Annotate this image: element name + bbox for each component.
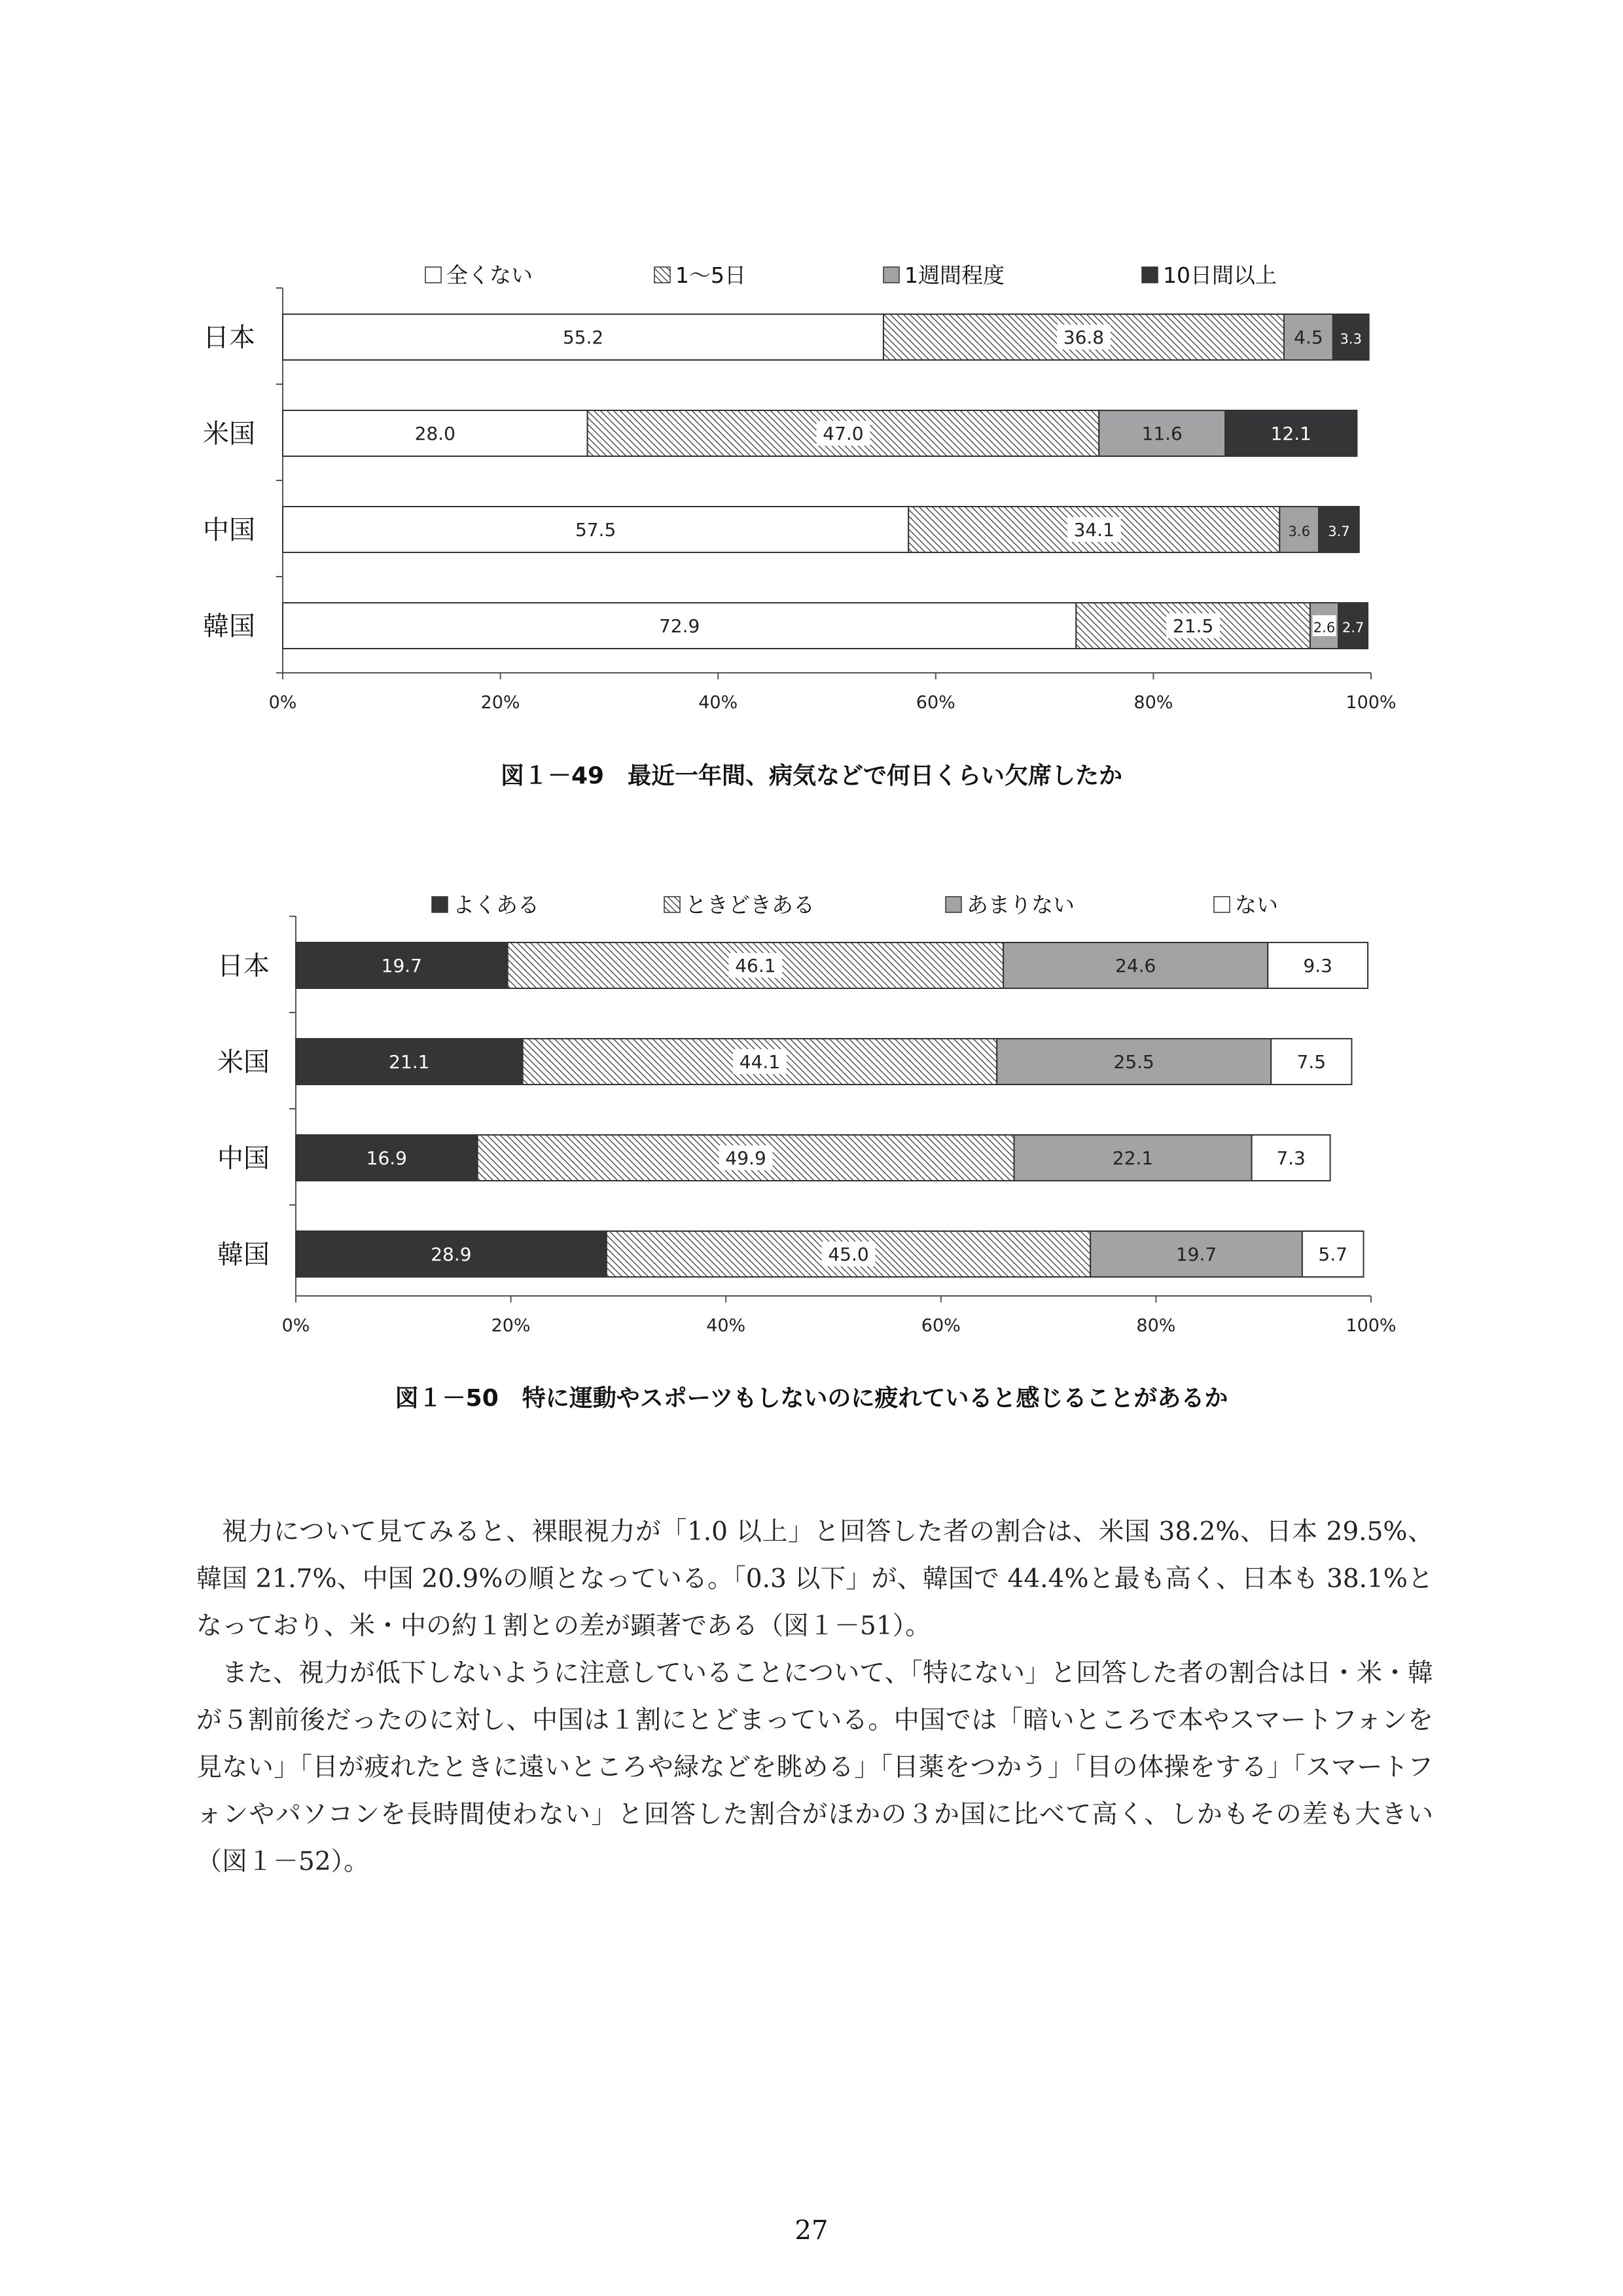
- data-label: 28.9: [431, 1244, 472, 1265]
- x-tick-label: 60%: [916, 692, 955, 713]
- data-label: 19.7: [381, 955, 423, 977]
- data-label: 47.0: [823, 423, 864, 444]
- data-label: 4.5: [1294, 327, 1323, 348]
- legend-swatch: [425, 267, 441, 283]
- data-label: 7.5: [1296, 1051, 1327, 1073]
- x-tick-label: 100%: [1346, 1316, 1397, 1336]
- figure-caption-1-49: 図１－49 最近一年間、病気などで何日くらい欠席したか: [500, 762, 1123, 789]
- data-label: 11.6: [1141, 423, 1183, 444]
- chart-fatigue: [0, 870, 1623, 1460]
- data-label: 3.3: [1340, 331, 1362, 347]
- data-label: 16.9: [366, 1147, 408, 1169]
- chart-absence-days: [0, 236, 1623, 812]
- category-label: 中国: [203, 515, 255, 545]
- data-label: 5.7: [1318, 1244, 1347, 1265]
- x-tick-label: 80%: [1133, 692, 1173, 713]
- legend-swatch: [1214, 897, 1230, 912]
- data-label: 45.0: [828, 1244, 869, 1265]
- x-tick-label: 60%: [921, 1316, 961, 1336]
- data-label: 55.2: [562, 327, 604, 348]
- data-label: 57.5: [575, 519, 616, 541]
- legend-swatch: [1142, 267, 1158, 283]
- category-label: 米国: [217, 1047, 270, 1077]
- x-tick-label: 0%: [281, 1316, 310, 1336]
- data-label: 9.3: [1303, 955, 1332, 977]
- category-label: 日本: [203, 323, 255, 353]
- legend-swatch: [432, 897, 448, 912]
- legend-swatch: [883, 267, 899, 283]
- category-label: 韓国: [203, 611, 255, 641]
- legend-swatch: [946, 897, 961, 912]
- data-label: 34.1: [1073, 519, 1115, 541]
- data-label: 21.5: [1172, 615, 1214, 637]
- data-label: 3.7: [1328, 524, 1350, 539]
- x-tick-label: 0%: [268, 692, 297, 713]
- x-tick-label: 20%: [480, 692, 520, 713]
- legend-label: 1週間程度: [904, 262, 1005, 288]
- data-label: 36.8: [1063, 327, 1105, 348]
- category-label: 日本: [217, 951, 270, 981]
- category-label: 米国: [203, 419, 255, 449]
- paragraph-vision-care: また、視力が低下しないように注意していることについて、「特にない」と回答した者の割合は日・米・韓が５割前後だったのに対し、中国は１割にとどまっている。中国では「暗いところで本やスマートフォンを見ない」「目が疲れたときに遠いところや緑などを眺める」「目薬をつかう」「目の体操をする」「スマートフォンやパソコンを長時間使わない」と回答した割合がほかの３か国に比べて高く、しかもその差も大きい（図１－52）。: [196, 1659, 1433, 1876]
- legend-label: 1～5日: [675, 262, 746, 288]
- data-label: 72.9: [658, 615, 700, 637]
- data-label: 22.1: [1112, 1147, 1154, 1169]
- x-tick-label: 100%: [1346, 692, 1397, 713]
- data-label: 2.6: [1313, 620, 1336, 636]
- data-label: 25.5: [1113, 1051, 1154, 1073]
- x-tick-label: 80%: [1136, 1316, 1176, 1336]
- data-label: 19.7: [1175, 1244, 1217, 1265]
- page-number: 27: [794, 2215, 829, 2246]
- data-label: 21.1: [389, 1051, 430, 1073]
- data-label: 2.7: [1342, 620, 1364, 636]
- x-tick-label: 20%: [491, 1316, 531, 1336]
- data-label: 28.0: [414, 423, 455, 444]
- legend-label: ときどきある: [685, 892, 815, 918]
- legend-swatch: [664, 897, 680, 912]
- x-tick-label: 40%: [698, 692, 738, 713]
- legend-label: よくある: [453, 892, 539, 918]
- x-tick-label: 40%: [706, 1316, 746, 1336]
- legend-label: 全くない: [446, 262, 533, 288]
- data-label: 7.3: [1276, 1147, 1306, 1169]
- data-label: 44.1: [739, 1051, 781, 1073]
- legend-label: 10日間以上: [1163, 262, 1277, 288]
- data-label: 24.6: [1115, 955, 1156, 977]
- category-label: 中国: [217, 1143, 270, 1174]
- chart-absence-days-svg: [0, 236, 1623, 812]
- data-label: 46.1: [735, 955, 776, 977]
- figure-caption-1-50: 図１－50 特に運動やスポーツもしないのに疲れていると感じることがあるか: [395, 1385, 1228, 1412]
- data-label: 49.9: [725, 1147, 766, 1169]
- data-label: 12.1: [1270, 423, 1311, 444]
- legend-swatch: [654, 267, 670, 283]
- legend-label: あまりない: [967, 892, 1075, 918]
- chart-fatigue-svg: [0, 870, 1623, 1460]
- paragraph-vision: 視力について見てみると、裸眼視力が「1.0 以上」と回答した者の割合は、米国 38.2%、日本 29.5%、韓国 21.7%、中国 20.9%の順となっている。「0.3 以下」が、韓国で 44.4%と最も高く、日本も 38.1%となっており、米・中の約１割との差が顕著である（図１－51）。: [196, 1517, 1433, 1641]
- data-label: 3.6: [1288, 524, 1310, 539]
- category-label: 韓国: [217, 1240, 270, 1270]
- legend-label: ない: [1235, 892, 1278, 918]
- body-text: [196, 1509, 1433, 1886]
